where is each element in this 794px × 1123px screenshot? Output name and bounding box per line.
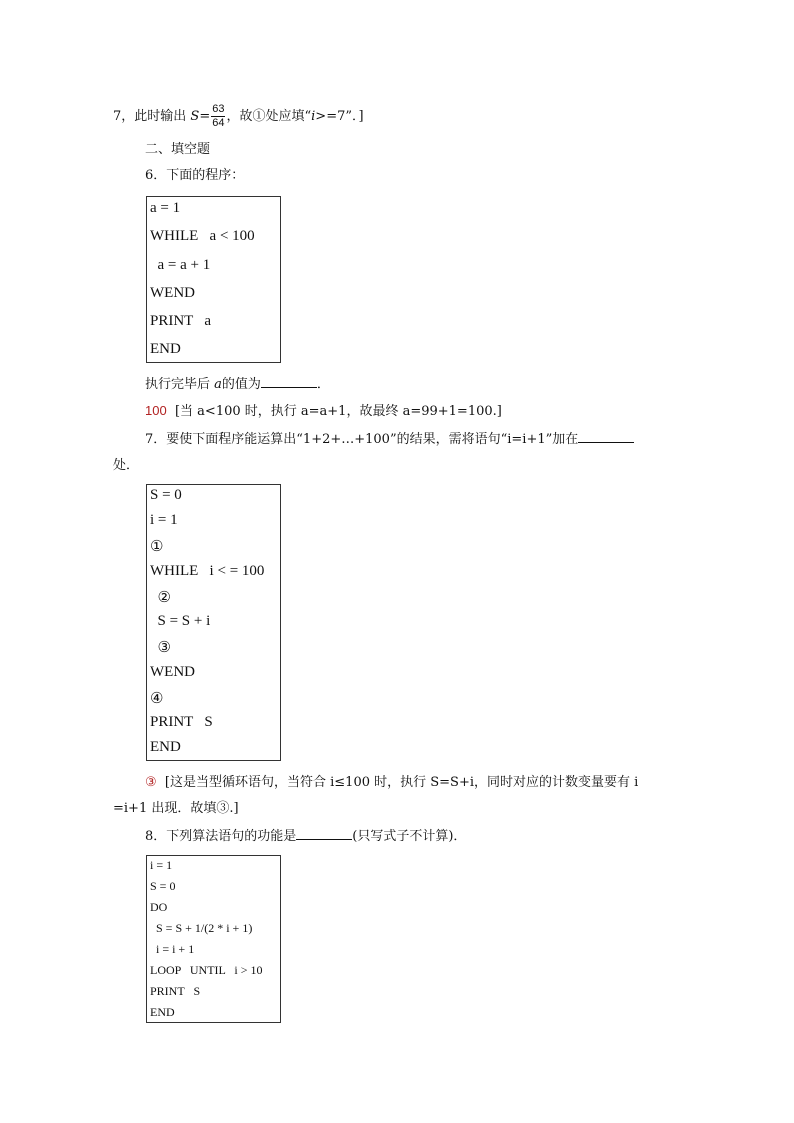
code-line: WHILE i < = 100 bbox=[150, 563, 265, 579]
q6-code-box bbox=[146, 196, 281, 363]
answer-blank bbox=[261, 375, 317, 388]
q8-code-box bbox=[146, 855, 281, 1023]
q7-explanation-2: =i+1 出现．故填③.] bbox=[113, 801, 239, 816]
q6-explanation: [当 a<100 时，执行 a=a+1，故最终 a=99+1=100.] bbox=[174, 404, 502, 419]
q7-stem-text: 7．要使下面程序能运算出“1+2+…+100”的结果，需将语句“i=i+1”加在 bbox=[145, 432, 579, 447]
code-line: PRINT S bbox=[150, 984, 201, 998]
code-line: S = S + i bbox=[150, 613, 211, 629]
code-line: S = 0 bbox=[150, 487, 182, 503]
q5-tail-text-2: ，故①处应填“ bbox=[226, 109, 312, 124]
code-line: PRINT S bbox=[150, 714, 213, 730]
code-line: ④ bbox=[150, 691, 164, 707]
code-line: END bbox=[150, 1005, 175, 1019]
q6-question-text: 执行完毕后 bbox=[145, 377, 215, 392]
code-line: DO bbox=[150, 900, 168, 914]
q6-question-end: ． bbox=[316, 377, 330, 392]
code-line: PRINT a bbox=[150, 313, 211, 329]
code-line: LOOP UNTIL i > 10 bbox=[150, 963, 263, 977]
code-line: i = i + 1 bbox=[150, 942, 195, 956]
code-line: i = 1 bbox=[150, 858, 173, 872]
code-line: WHILE a < 100 bbox=[150, 228, 255, 244]
q7-answer-line bbox=[145, 773, 638, 792]
q6-question bbox=[145, 375, 330, 394]
section-title: 二、填空题 bbox=[145, 142, 211, 157]
q7-explanation-1: [这是当型循环语句，当符合 i≤100 时，执行 S=S+i，同时对应的计数变量要有 i bbox=[164, 775, 639, 790]
q8-stem-text: 8．下列算法语句的功能是 bbox=[145, 829, 297, 844]
fraction-denominator: 64 bbox=[212, 117, 225, 129]
q6-answer: 100 bbox=[145, 403, 167, 418]
code-line: ② bbox=[150, 590, 171, 606]
q8-stem-text-2: (只写式子不计算)． bbox=[352, 829, 467, 844]
code-line: i = 1 bbox=[150, 512, 178, 528]
code-line: a = a + 1 bbox=[150, 257, 211, 273]
q7-stem-line2: 处． bbox=[113, 458, 140, 473]
q7-answer: ③ bbox=[145, 774, 157, 789]
q6-stem: 6．下面的程序： bbox=[145, 168, 245, 183]
code-line: ① bbox=[150, 539, 164, 555]
q8-stem bbox=[145, 827, 466, 846]
code-line: END bbox=[150, 341, 181, 357]
q5-fraction bbox=[211, 103, 225, 130]
q5-tail-end: ”．] bbox=[345, 109, 364, 124]
code-line: S = S + 1/(2 * i + 1) bbox=[150, 921, 253, 935]
code-line: S = 0 bbox=[150, 879, 176, 893]
q6-question-text-2: 的值为 bbox=[221, 377, 261, 392]
q7-stem-line1 bbox=[145, 430, 634, 449]
q6-answer-line bbox=[145, 402, 502, 421]
fraction-numerator: 63 bbox=[212, 103, 225, 115]
code-line: END bbox=[150, 739, 181, 755]
q5-cond-rest: >=7 bbox=[315, 109, 346, 124]
q5-equals: = bbox=[199, 109, 211, 124]
q5-tail-text: 7，此时输出 bbox=[113, 109, 191, 124]
code-line: a = 1 bbox=[150, 200, 181, 216]
q5-answer-tail bbox=[113, 103, 364, 130]
answer-blank bbox=[296, 827, 352, 840]
q5-var-s: S bbox=[190, 109, 200, 124]
q7-code-box bbox=[146, 484, 281, 761]
code-line: WEND bbox=[150, 664, 195, 680]
code-line: ③ bbox=[150, 640, 171, 656]
answer-blank bbox=[578, 430, 634, 443]
code-line: WEND bbox=[150, 285, 195, 301]
q6-question-var: a bbox=[214, 377, 222, 392]
q5-cond-var: i bbox=[311, 109, 316, 124]
